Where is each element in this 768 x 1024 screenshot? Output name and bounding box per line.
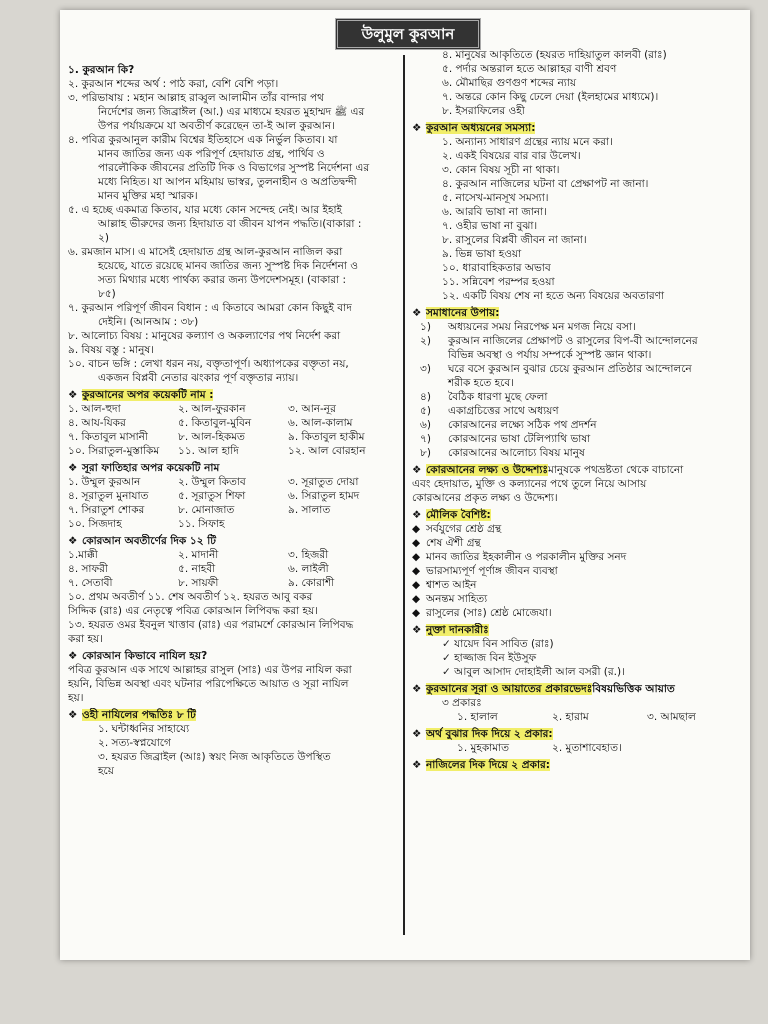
wahi-item: ৫. পর্দার অন্তরাল হতে আল্লাহর বাণী শ্রবণ <box>442 63 617 75</box>
how-line: হয়নি, বিভিন্ন অবস্থা এবং ঘটনার পরিপেক্ষিতে আয়াত ও সূরা নাযিল <box>68 678 349 690</box>
dot-giver-item: ✓ যায়েদ বিন সাবিত (রাঃ) <box>442 638 554 650</box>
solution-item: বিভিন্ন অবস্থা ও পর্যায় সম্পর্কে সুস্পষ্ট জ্ঞান থাকা। <box>448 349 652 361</box>
revelation-row: ৪. সাফরী ৫. নাহবী ৬. লাইলী <box>68 563 329 575</box>
section-heading-problems: ❖ কুরআন অধ্যয়নের সমস্যা: <box>412 122 536 134</box>
problem-item: ১২. একটি বিষয় শেষ না হতে অন্য বিষয়ের অবতারণা <box>442 290 665 302</box>
page-title: উলুমুল কুরআন <box>335 18 481 50</box>
wahi-item: ২. সত্য-স্বপ্নযোগে <box>98 737 171 749</box>
section-heading-revelation-kind: ❖ নাজিলের দিক দিয়ে ২ প্রকার: <box>412 759 550 771</box>
point-7-line: ৭. কুরআন পরিপূর্ণ জীবন বিধান : এ কিতাবে আমরা কোন কিছুই বাদ <box>68 302 352 314</box>
feature-item: ◆ ভারসাম্যপূর্ণ পূর্ণাঙ্গ জীবন ব্যবস্থা <box>412 565 558 577</box>
solution-item: ৪) বৈঠিক ধারণা মুছে ফেলা <box>420 391 548 403</box>
solution-item: ২) কুরআন নাজিলের প্রেক্ষাপট ও রাসুলের বিপ-বী আন্দোলনের <box>420 335 698 347</box>
goal-line: কোরআনের প্রকৃত লক্ষ্য ও উদ্দেশ্য। <box>412 492 558 504</box>
feature-item: ◆ মানব জাতির ইহকালীন ও পরকালীন মুক্তির সনদ <box>412 551 627 563</box>
diamond-icon: ❖ <box>412 624 422 636</box>
question-1: ১. কুরআন কি? <box>68 64 135 76</box>
meaning-row: ১. মুহকামাত ২. মুতাশাবেহাত। <box>457 742 622 754</box>
dot-giver-item: ✓ আবুল আসাদ দোহাইলী আল বসরী (র.)। <box>442 666 625 678</box>
point-6-line: ৬. রমজান মাস। এ মাসেই হেদায়াত গ্রন্থ আল-কুরআন নাজিল করা <box>68 246 343 258</box>
point-10-line: একজন বিপ্লবী নেতার ঝংকার পূর্ণ বক্তৃতার ন্যায়। <box>98 372 299 384</box>
point-6-line: ৮৫) <box>98 288 116 300</box>
solution-item: ৫) একাগ্রচিত্তের সাথে অধ্যয়ণ <box>420 405 559 417</box>
solution-item: ৩) ঘরে বসে কুরআন বুঝার চেয়ে কুরআন প্রতিষ্ঠার আন্দোলনে <box>420 363 692 375</box>
point-3-line: নির্দেশের জন্য জিব্রাঈল (আ.) এর মাধ্যমে হযরত মুহাম্মদ ﷺ এর <box>98 106 365 118</box>
point-10-line: ১০. বাচন ভঙ্গি : লেখা ধরন নয়, বক্তৃতাপূর্ণ। অধ্যাপকের বক্তৃতা নয়, <box>68 358 349 370</box>
problem-item: ১. অন্যান্য সাধারণ গ্রন্থের ন্যায় মনে করা। <box>442 136 613 148</box>
diamond-icon: ❖ <box>412 464 422 476</box>
small-diamond-icon: ◆ <box>412 607 421 619</box>
feature-item: ◆ অনন্তম সাহিত্য <box>412 593 488 605</box>
revelation-row: ৭. সেতাবী ৮. সায়ফী ৯. কোরাশী <box>68 577 335 589</box>
revelation-line-10: ১০. প্রথম অবতীর্ণ ১১. শেষ অবতীর্ণ ১২. হযরত আবু বকর <box>68 591 313 603</box>
diamond-icon: ❖ <box>412 759 422 771</box>
point-3-line: ৩. পরিভাষায় : মহান আল্লাহ রাব্বুল আলামীন তাঁর বান্দার পথ <box>68 92 324 104</box>
section-heading-dots: ❖ নুক্তা দানকারীঃ <box>412 624 489 636</box>
names-row: ১. আল-হুদা ২. আল-ফুরকান ৩. আন-নূর <box>68 403 336 415</box>
diamond-icon: ❖ <box>68 389 78 401</box>
diamond-icon: ❖ <box>412 509 422 521</box>
diamond-icon: ❖ <box>68 709 78 721</box>
problem-item: ১১. সন্নিবেশ পরম্পর হওয়া <box>442 276 555 288</box>
point-4-line: ৪. পবিত্র কুরআনুল কারীম বিশ্বের ইতিহাসে এক নির্ভুল কিতাব। যা <box>68 134 338 146</box>
diamond-icon: ❖ <box>68 535 78 547</box>
section-heading-types: ❖ কুরআনের সূরা ও আয়াতের প্রকারভেদঃবিষয়ভিত্তিক আয়াত <box>412 683 675 695</box>
small-diamond-icon: ◆ <box>412 565 421 577</box>
point-3-line: উপর পর্যায়ক্রমে যা অবতীর্ণ করেছেন তা-ই আল কুরআন। <box>98 120 335 132</box>
solution-item: ৬) কোরআনের লক্ষ্যে সঠিক পথ প্রদর্শন <box>420 419 597 431</box>
feature-item: ◆ সর্বযুগের শ্রেষ্ঠ গ্রন্থ <box>412 523 502 535</box>
diamond-icon: ❖ <box>68 650 78 662</box>
small-diamond-icon: ◆ <box>412 523 421 535</box>
wahi-item: হয়ে <box>98 765 114 777</box>
point-4-line: পারলৌকিক জীবনের প্রতিটি দিক ও বিভাগের সুস্পষ্ট নির্দেশনা এর <box>98 162 370 174</box>
wahi-item: ৬. মৌমাছির গুণগুণ শব্দের ন্যায় <box>442 77 577 89</box>
check-icon: ✓ <box>442 652 455 664</box>
point-5-line: ৫. এ হচ্ছে একমাত্র কিতাব, যার মধ্যে কোন সন্দেহ নেই। আর ইহাই <box>68 204 343 216</box>
wahi-item: ৭. অন্তরে কোন কিছু ঢেলে দেয়া (ইলহামের মাধ্যমে)। <box>442 91 659 103</box>
fatiha-row: ৭. সিরাতুশ শোকর ৮. মোনাজাত ৯. সালাত <box>68 504 331 516</box>
check-icon: ✓ <box>442 638 455 650</box>
section-heading-wahi: ❖ ওহী নাযিলের পদ্ধতিঃ ৮ টি <box>68 709 196 721</box>
small-diamond-icon: ◆ <box>412 593 421 605</box>
point-9: ৯. বিষয় বস্তু : মানুষ। <box>68 344 154 356</box>
point-4-line: মধ্যে নিহিত। যা আপন মহিমায় ভাস্বর, তুলনাহীন ও অপ্রতিদ্বন্দী <box>98 176 357 188</box>
names-row: ৭. কিতাবুল মাসানী ৮. আল-হিকমত ৯. কিতাবুল হাকীম <box>68 431 365 443</box>
fatiha-row: ১. উম্মুল কুরআন ২. উম্মুল কিতাব ৩. সূরাতুত দোয়া <box>68 476 359 488</box>
check-icon: ✓ <box>442 666 455 678</box>
section-heading-names: ❖ কুরআনের অপর কয়েকটি নাম : <box>68 389 214 401</box>
small-diamond-icon: ◆ <box>412 551 421 563</box>
diamond-icon: ❖ <box>412 683 422 695</box>
point-7-line: দেইনি। (আনআম : ৩৮) <box>98 316 199 328</box>
revelation-extra-line: সিদ্দিক (রাঃ) এর নেতৃত্বে পবিত্র কোরআন লিপিবদ্ধ করা হয়। <box>68 605 318 617</box>
problem-item: ৩. কোন বিষয় সূচী না থাকা। <box>442 164 560 176</box>
point-5-line: ২) <box>98 232 109 244</box>
feature-item: ◆ রাসুলের (সাঃ) শ্রেষ্ঠ মোজেযা। <box>412 607 552 619</box>
types-row: ১. হালাল ২. হারাম ৩. আমছাল <box>457 711 696 723</box>
right-column <box>412 48 742 772</box>
point-8: ৮. আলোচ্য বিষয় : মানুষের কল্যাণ ও অকল্যাণের পথ নির্দেশ করা <box>68 330 341 342</box>
solution-item: ১) অধ্যয়নের সময় নিরপেক্ষ মন মগজ নিয়ে বসা। <box>420 321 636 333</box>
section-heading-meaning: ❖ অর্থ বুঝার দিক দিয়ে ২ প্রকার: <box>412 728 553 740</box>
how-line: হয়। <box>68 692 84 704</box>
wahi-item: ৪. মানুষের আকৃতিতে (হযরত দাহিয়াতুল কালবী (রাঃ) <box>442 49 667 61</box>
names-row: ৪. আয-যিকর ৫. কিতাবুল-মুবিন ৬. আল-কালাম <box>68 417 353 429</box>
problem-item: ৪. কুরআন নাজিলের ঘটনা বা প্রেক্ষাপট না জানা। <box>442 178 649 190</box>
problem-item: ২. একই বিষয়ের বার বার উলেখ। <box>442 150 581 162</box>
left-column <box>68 60 398 778</box>
section-heading-solutions: ❖ সমাধানের উপায়: <box>412 307 500 319</box>
feature-item: ◆ শেষ ঐশী গ্রন্থ <box>412 537 481 549</box>
feature-item: ◆ শ্বাশত আইন <box>412 579 477 591</box>
wahi-item: ১. ঘন্টাধ্বনির সাহায্যে <box>98 723 190 735</box>
problem-item: ৬. আরবি ভাষা না জানা। <box>442 206 547 218</box>
column-divider <box>403 55 405 935</box>
problem-item: ৫. নাসেখ-মানসূখ সমস্যা। <box>442 192 549 204</box>
point-6-line: হয়েছে, যাতে রয়েছে মানব জাতির জন্য সুস্পষ্ট দিক নির্দেশনা ও <box>98 260 359 272</box>
section-heading-features: ❖ মৌলিক বৈশিষ্ট: <box>412 509 491 521</box>
revelation-extra-line: করা হয়। <box>68 633 103 645</box>
point-6-line: সত্য মিথ্যার মধ্যে পার্থক্য করার জন্য উপদেশসমূহ। (বাকারা : <box>98 274 347 286</box>
types-count: ৩ প্রকারঃ <box>442 697 482 709</box>
names-row: ১০. সিরাতুল-মুস্তাকিম ১১. আল হাদি ১২. আল বোরহান <box>68 445 366 457</box>
point-4-line: মানব জাতির জন্য এক পরিপূর্ণ হেদায়াত গ্রন্থ, পার্থিব ও <box>98 148 325 160</box>
revelation-extra-line: ১৩. হযরত ওমর ইবনুল খাত্তাব (রাঃ) এর পরামর্শে কোরআন লিপিবদ্ধ <box>68 619 354 631</box>
diamond-icon: ❖ <box>412 728 422 740</box>
small-diamond-icon: ◆ <box>412 537 421 549</box>
section-heading-goal: ❖ কোরআনের লক্ষ্য ও উদ্দেশ্যঃমানুষকে পথভ্রষ্টতা থেকে বাচানো <box>412 464 684 476</box>
problem-item: ৮. রাসুলের বিপ্লবী জীবন না জানা। <box>442 234 587 246</box>
problem-item: ৭. ওহীর ভাষা না বুঝা। <box>442 220 538 232</box>
section-heading-revelation: ❖ কোরআন অবতীর্ণের দিক ১২ টি <box>68 535 216 547</box>
point-2: ২. কুরআন শব্দের অর্থ : পাঠ করা, বেশি বেশি পড়া। <box>68 78 279 90</box>
point-5-line: আল্লাহ ভীরুদের জন্য হিদায়াত বা জীবন যাপন পদ্ধতি।(বাকারা : <box>98 218 362 230</box>
solution-item: শরীক হতে হবে। <box>448 377 514 389</box>
section-heading-how: ❖ কোরআন কিভাবে নাযিল হয়? <box>68 650 208 662</box>
wahi-item: ৩. হযরত জিব্রাইল (আঃ) স্বয়ং নিজ আকৃতিতে উপস্থিত <box>98 751 331 763</box>
how-line: পবিত্র কুরআন এক সাথে আল্লাহর রাসুল (সাঃ) এর উপর নাযিল করা <box>68 664 352 676</box>
document-page <box>60 10 750 960</box>
solution-item: ৮) কোরআনের আলোচ্য বিষয় মানুষ <box>420 447 585 459</box>
goal-line: এবং হেদায়াত, মুক্তি ও কল্যানের পথে তুলে নিয়ে আসায় <box>412 478 647 490</box>
point-4-line: মানব মুক্তির মহা স্মারক। <box>98 190 198 202</box>
fatiha-row: ৪. সূরাতুল মুনাযাত ৫. সূরাতুস শিফা ৬. সিরাতুল হামদ <box>68 490 360 502</box>
revelation-row: ১.মাক্কী ২. মাদানী ৩. হিজরী <box>68 549 329 561</box>
section-heading-fatiha: ❖ সূরা ফাতিহার অপর কয়েকটি নাম <box>68 462 220 474</box>
diamond-icon: ❖ <box>412 307 422 319</box>
diamond-icon: ❖ <box>412 122 422 134</box>
problem-item: ১০. ধারাবাহিকতার অভাব <box>442 262 551 274</box>
small-diamond-icon: ◆ <box>412 579 421 591</box>
problem-item: ৯. ভিন্ন ভাষা হওয়া <box>442 248 522 260</box>
solution-item: ৭) কোরআনের ভাষা টেলিপ্যাথি ভাষা <box>420 433 591 445</box>
wahi-item: ৮. ইসরাফিলের ওহী <box>442 105 525 117</box>
diamond-icon: ❖ <box>68 462 78 474</box>
dot-giver-item: ✓ হাজ্জাজ বিন ইউসুফ <box>442 652 537 664</box>
fatiha-row: ১০. সিজদাহ ১১. সিফাহ <box>68 518 225 530</box>
